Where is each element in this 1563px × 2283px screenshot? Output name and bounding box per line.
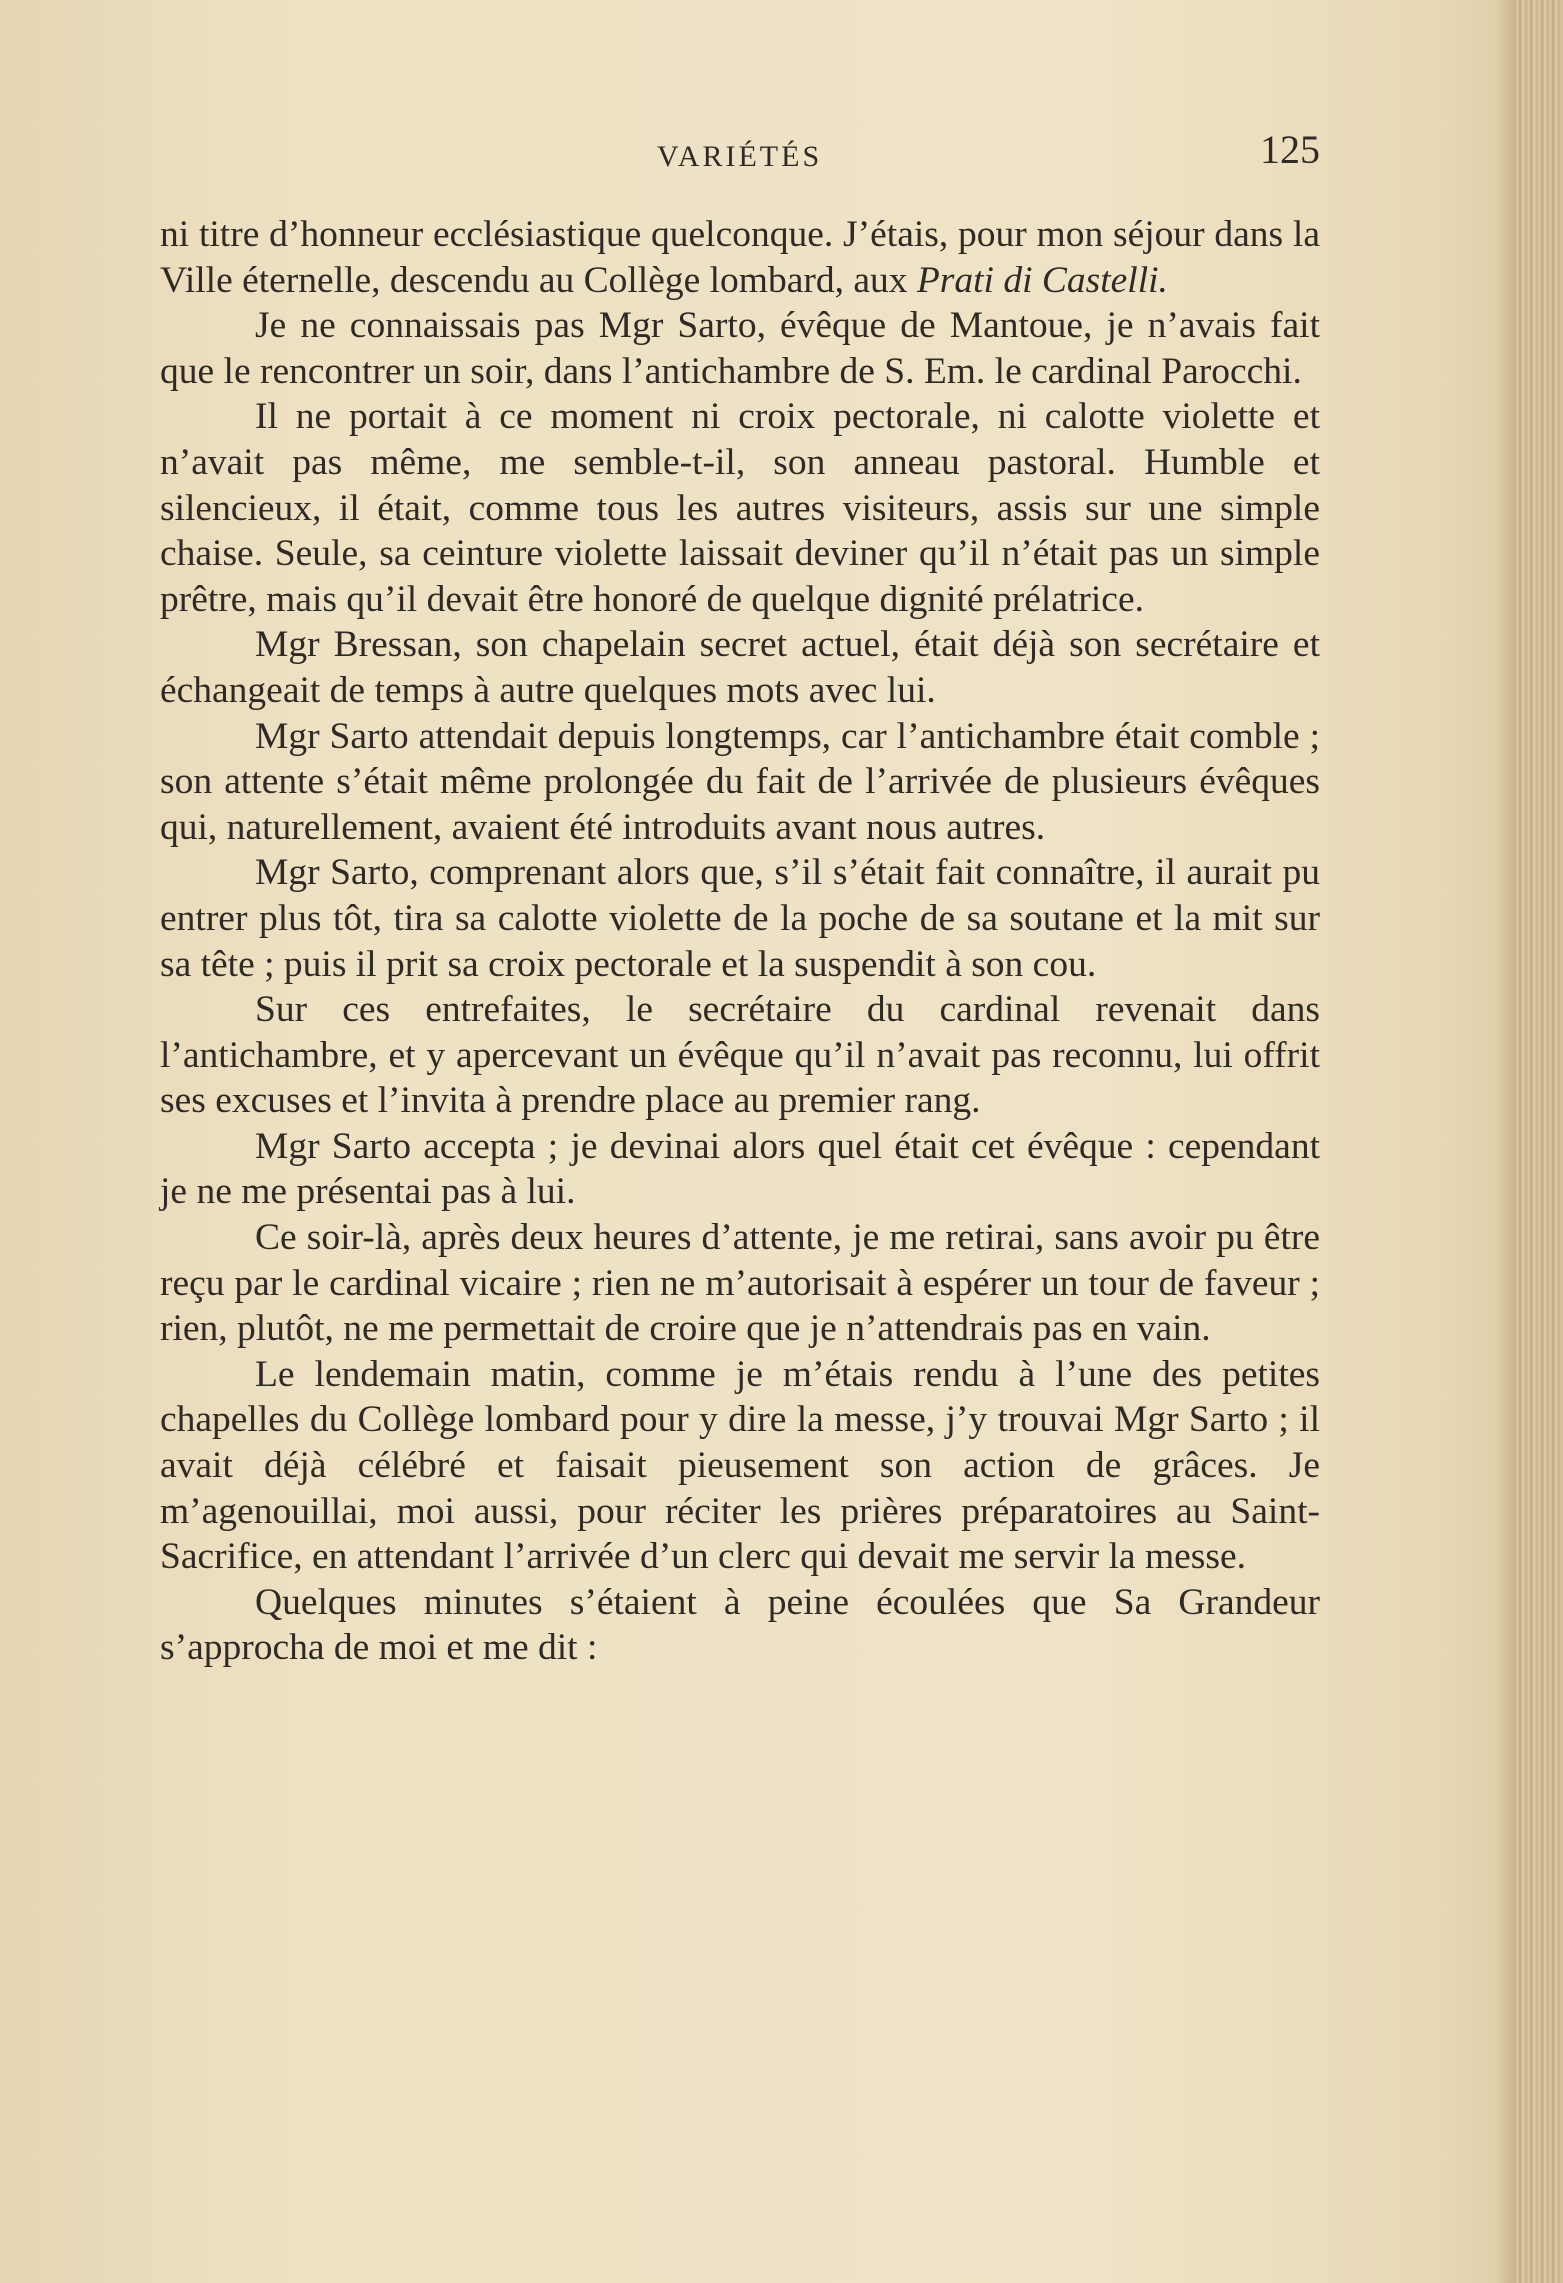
body-text	[160, 212, 1320, 1671]
paragraph-1	[160, 212, 1320, 303]
gutter-shadow	[1495, 0, 1515, 2283]
paragraph-4: Mgr Bressan, son chapelain secret actuel, était déjà son secrétaire et échangeait de temps à autre quelques mots avec lui.	[160, 624, 1320, 711]
paragraph-11: Quelques minutes s’étaient à peine écoulées que Sa Grandeur s’approcha de moi et me dit :	[160, 1581, 1320, 1669]
paragraph-6: Mgr Sarto, comprenant alors que, s’il s’était fait connaître, il aurait pu entrer plus tôt, tira sa calotte violette de la poche de sa soutane et la mit sur sa tête ; puis il prit sa croix pectorale et la suspendit à son cou.	[160, 852, 1320, 985]
paragraph-1-text: ni titre d’honneur ecclésiastique quelconque. J’étais, pour mon séjour dans la Ville éternelle, descendu au Collège lombard, aux	[160, 214, 1320, 301]
paragraph-10: Le lendemain matin, comme je m’étais rendu à l’une des petites chapelles du Collège lombard pour y dire la messe, j’y trouvai Mgr Sarto ; il avait déjà célébré et faisait pieusement son action de grâces. Je m’agenouillai, moi aussi, pour réciter les prières préparatoires au Saint-Sacrifice, en attendant l’arrivée d’un clerc qui devait me servir la messe.	[160, 1353, 1320, 1578]
paragraph-9: Ce soir-là, après deux heures d’attente, je me retirai, sans avoir pu être reçu par le cardinal vicaire ; rien ne m’autorisait à espérer un tour de faveur ; rien, plutôt, ne me permettait de croire que je n’attendrais pas en vain.	[160, 1217, 1320, 1350]
paragraph-8: Mgr Sarto accepta ; je devinai alors quel était cet évêque : cependant je ne me présentai pas à lui.	[160, 1125, 1320, 1213]
running-head: VARIÉTÉS	[657, 140, 823, 173]
page-edges	[1515, 0, 1563, 2283]
paragraph-2: Je ne connaissais pas Mgr Sarto, évêque de Mantoue, je n’avais fait que le rencontrer un soir, dans l’antichambre de S. Em. le cardinal Parocchi.	[160, 305, 1320, 392]
page-header	[160, 118, 1320, 178]
paragraph-5: Mgr Sarto attendait depuis longtemps, car l’antichambre était comble ; son attente s’était même prolongée du fait de l’arrivée de plusieurs évêques qui, naturellement, avaient été introduits avant nous autres.	[160, 715, 1320, 848]
paragraph-7: Sur ces entrefaites, le secrétaire du cardinal revenait dans l’antichambre, et y apercevant un évêque qu’il n’avait pas reconnu, lui offrit ses excuses et l’invita à prendre place au premier rang.	[160, 989, 1320, 1122]
italic-place-name: Prati di Castelli.	[916, 259, 1168, 301]
paragraph-3: Il ne portait à ce moment ni croix pectorale, ni calotte violette et n’avait pas même, me semble-t-il, son anneau pastoral. Humble et silencieux, il était, comme tous les autres visiteurs, assis sur une simple chaise. Seule, sa ceinture violette laissait deviner qu’il n’était pas un simple prêtre, mais qu’il devait être honoré de quelque dignité prélatrice.	[160, 396, 1320, 620]
page-number: 125	[1260, 127, 1320, 172]
